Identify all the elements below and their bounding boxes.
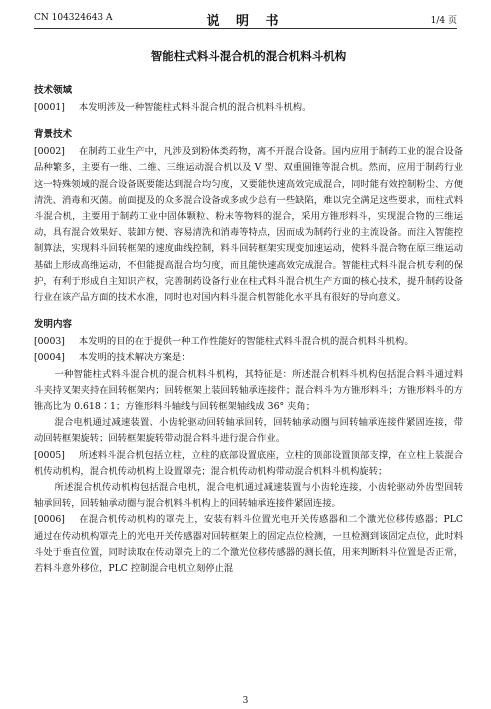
section-heading-background: 背景技术 <box>34 129 73 141</box>
paragraph-text: 所述料斗混合机包括立柱，立柱的底部设置底座，立柱的顶部设置顶部支撑，在立柱上装混合机传动机构，混合机传动机构上设置罩壳；混合机传动机构带动混合机料斗机构旋转； <box>34 449 463 477</box>
document-title: 智能柱式料斗混合机的混合机料斗机构 <box>150 49 347 63</box>
paragraph-number: [0001] <box>34 102 65 113</box>
document-body <box>34 48 463 577</box>
page-info: 1/4 页 <box>430 16 457 26</box>
doc-number: CN 104324643 A <box>34 13 113 23</box>
paragraph-0004-detail: 混合电机通过减速装置、小齿轮驱动回转轴承回转，回转轴承动圈与回转轴承连接件紧固连接，带动回转框架旋转；回转框架旋转带动混合料斗进行混合作业。 <box>34 417 463 445</box>
paragraph-0005 <box>34 448 463 480</box>
section-heading-field: 技术领域 <box>34 85 73 96</box>
doc-type: 说 明 书 <box>206 14 285 29</box>
paragraph-0003 <box>34 334 463 350</box>
paragraph-0006 <box>34 512 463 577</box>
page-number: 3 <box>242 696 249 706</box>
paragraph-0005-detail: 所述混合机传动机构包括混合电机，混合电机通过减速装置与小齿轮连接，小齿轮驱动外齿型回转轴承回转，回转轴承动圈与混合机料斗机构上的回转轴承连接件紧固连接。 <box>34 482 463 510</box>
paragraph-number: [0003] <box>34 336 65 348</box>
paragraph-text: 在制药工业生产中，凡涉及到粉体类药物，离不开混合设备。国内应用于制药工业的混合设备品种繁多，主要有一维、二维、三维运动混合机以及 V 型、双重圆锥等混合机。然而，应用于制药行业这一特殊领域的混合设备既要能达到混合均匀度，又要能快速高效完成混合，同时能有效控制粉尘、方便清洗、消毒和灭菌。前面提及的众多混合设备或多或少总有一些缺陷，难以完全满足这些要求，而柱式料斗混合机，主要用于制药工业中固体颗粒、粉末等物料的混合，采用方锥形料斗，实现混合物的三维运动，具有混合效果好、装卸方便、容易清洗和消毒等特点，因而成为制药行业的主流设备。而注入智能控制算法，实现料斗回转框架的速度曲线控制，料斗回转框架实现变加速运动，使料斗混合物在原三维运动基础上形成高维运动，不但能提高混合均匀度，而且能快速高效完成混合。智能柱式料斗混合机专利的保护，有利于形成自主知识产权，完善制药设备行业在柱式料斗混合机生产方面的核心技术，提升制药设备行业在该产品方面的技术水准，同时也对国内料斗混合机智能化水平具有很好的导向意义。 <box>34 146 463 304</box>
paragraph-0004 <box>34 350 463 366</box>
paragraph-text: 本发明涉及一种智能柱式料斗混合机的混合机料斗机构。 <box>78 102 312 113</box>
paragraph-0002 <box>34 144 463 306</box>
page-header <box>34 10 457 29</box>
paragraph-0004-claim: 一种智能柱式料斗混合机的混合机料斗机构，其特征是：所述混合机料斗机构包括混合料斗通过料斗夹持叉架夹持在回转框架内；回转框架上装回转轴承连接件；混合料斗为方锥形料斗；方锥形料斗的方锥高比为 0.618∶1；方锥形料斗轴线与回转框架轴线成 36° 夹角； <box>34 368 463 413</box>
paragraph-text: 本发明的技术解决方案是： <box>78 352 191 364</box>
paragraph-0001 <box>34 100 463 116</box>
paragraph-number: [0005] <box>34 449 65 461</box>
paragraph-text: 在混合机传动机构的罩壳上，安装有料斗位置光电开关传感器和二个激光位移传感器；PLC 通过在传动机构罩壳上的光电开关传感器对回转框架上的固定点位检测，一旦检测到该固定点位，此时料斗处于垂直位置，同时读取在传动罩壳上的二个激光位移传感器的测长值，用来判断料斗位置是否正常，若料斗意外移位，PLC 控制混合电机立刻停止混 <box>34 514 463 575</box>
paragraph-number: [0004] <box>34 352 65 364</box>
paragraph-number: [0006] <box>34 514 65 526</box>
section-heading-content: 发明内容 <box>34 319 73 331</box>
paragraph-number: [0002] <box>34 146 65 158</box>
paragraph-text: 本发明的目的在于提供一种工作性能好的智能柱式料斗混合机的混合机料斗机构。 <box>78 336 414 348</box>
